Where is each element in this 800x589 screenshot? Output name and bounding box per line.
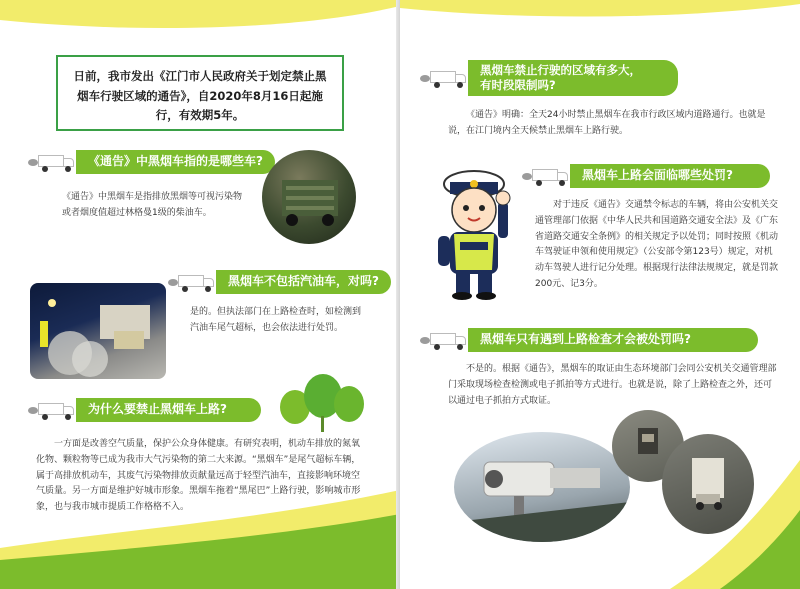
trees-illustration: [276, 372, 366, 432]
question-header-1: [36, 150, 275, 174]
right-page: [400, 0, 800, 589]
top-yellow-wave-right: [400, 0, 800, 30]
truck-photo: [262, 150, 356, 244]
truck-icon: [36, 153, 76, 171]
truck-icon: [36, 401, 76, 419]
right-question-2: 黑烟车上路会面临哪些处罚?: [570, 164, 770, 188]
truck-icon: [428, 331, 468, 349]
right-answer-3: 不是的。根据《通告》，黑烟车的取证由生态环境部门会同公安机关交通管理部门采取现场检查检测或电子抓拍等方式进行。也就是说，除了上路检查之外，还可以通过电子抓拍方式取证。: [448, 364, 777, 406]
right-question-1: [468, 60, 678, 96]
question-header-2: [176, 270, 391, 294]
notice-box: 日前，我市发出《江门市人民政府关于划定禁止黑烟车行驶区域的通告》，自2020年8月16日起施行，有效期5年。: [56, 55, 344, 131]
capture-photo-2: [662, 434, 754, 534]
answer-1: 《通告》中黑烟车是指排放黑烟等可视污染物或者烟度值超过林格曼1级的柴油车。: [62, 192, 243, 218]
right-question-header-2: [530, 164, 770, 188]
right-question-1-line2: 有时段限制吗?: [480, 78, 556, 92]
right-answer-2: 对于违反《通告》交通禁令标志的车辆，将由公安机关交通管理部门依据《中华人民共和国道路交通安全法》及《广东省道路交通安全条例》的相关规定予以处罚；同时按照《机动车驾驶证申领和使用规定》（公安部令第123号）规定，对机动车驾驶人进行记分处理。根据现行法律法规规定，就是罚款200元、记3分。: [535, 200, 779, 289]
right-question-header-1: [428, 60, 678, 96]
truck-icon: [176, 273, 216, 291]
right-question-header-3: [428, 328, 758, 352]
traffic-police-cartoon: [430, 162, 520, 302]
camera-photo: [454, 432, 630, 542]
question-3: 为什么要禁止黑烟车上路?: [76, 398, 261, 422]
right-answer-1: 《通告》明确：全天24小时禁止黑烟车在我市行政区域内道路通行。也就是说，在江门境内全天候禁止黑烟车上路行驶。: [448, 110, 766, 136]
right-question-3: 黑烟车只有遇到上路检查才会被处罚吗?: [468, 328, 758, 352]
top-yellow-wave-left: [0, 0, 400, 40]
right-question-1-line1: 黑烟车禁止行驶的区域有多大，: [480, 63, 641, 78]
question-1: 《通告》中黑烟车指的是哪些车?: [76, 150, 275, 174]
question-header-3: [36, 398, 261, 422]
answer-3: 一方面是改善空气质量，保护公众身体健康。有研究表明，机动车排放的氮氧化物、颗粒物等已成为我市大气污染物的第二大来源。“黑烟车”是尾气超标车辆，属于高排放机动车，其废气污染物排放贡献量远高于轻型汽油车，直接影响环境空气质量。另一方面是维护好城市形象。黑烟车拖着“黑尾巴”上路行驶，影响城市形象，也与我市城市提质工作格格不入。: [36, 439, 361, 512]
truck-icon: [428, 69, 468, 87]
truck-icon: [530, 167, 570, 185]
answer-2: 是的。但执法部门在上路检查时，如检测到汽油车尾气超标，也会依法进行处罚。: [190, 307, 362, 333]
night-inspection-photo: [30, 283, 166, 379]
question-2: 黑烟车不包括汽油车，对吗?: [216, 270, 391, 294]
